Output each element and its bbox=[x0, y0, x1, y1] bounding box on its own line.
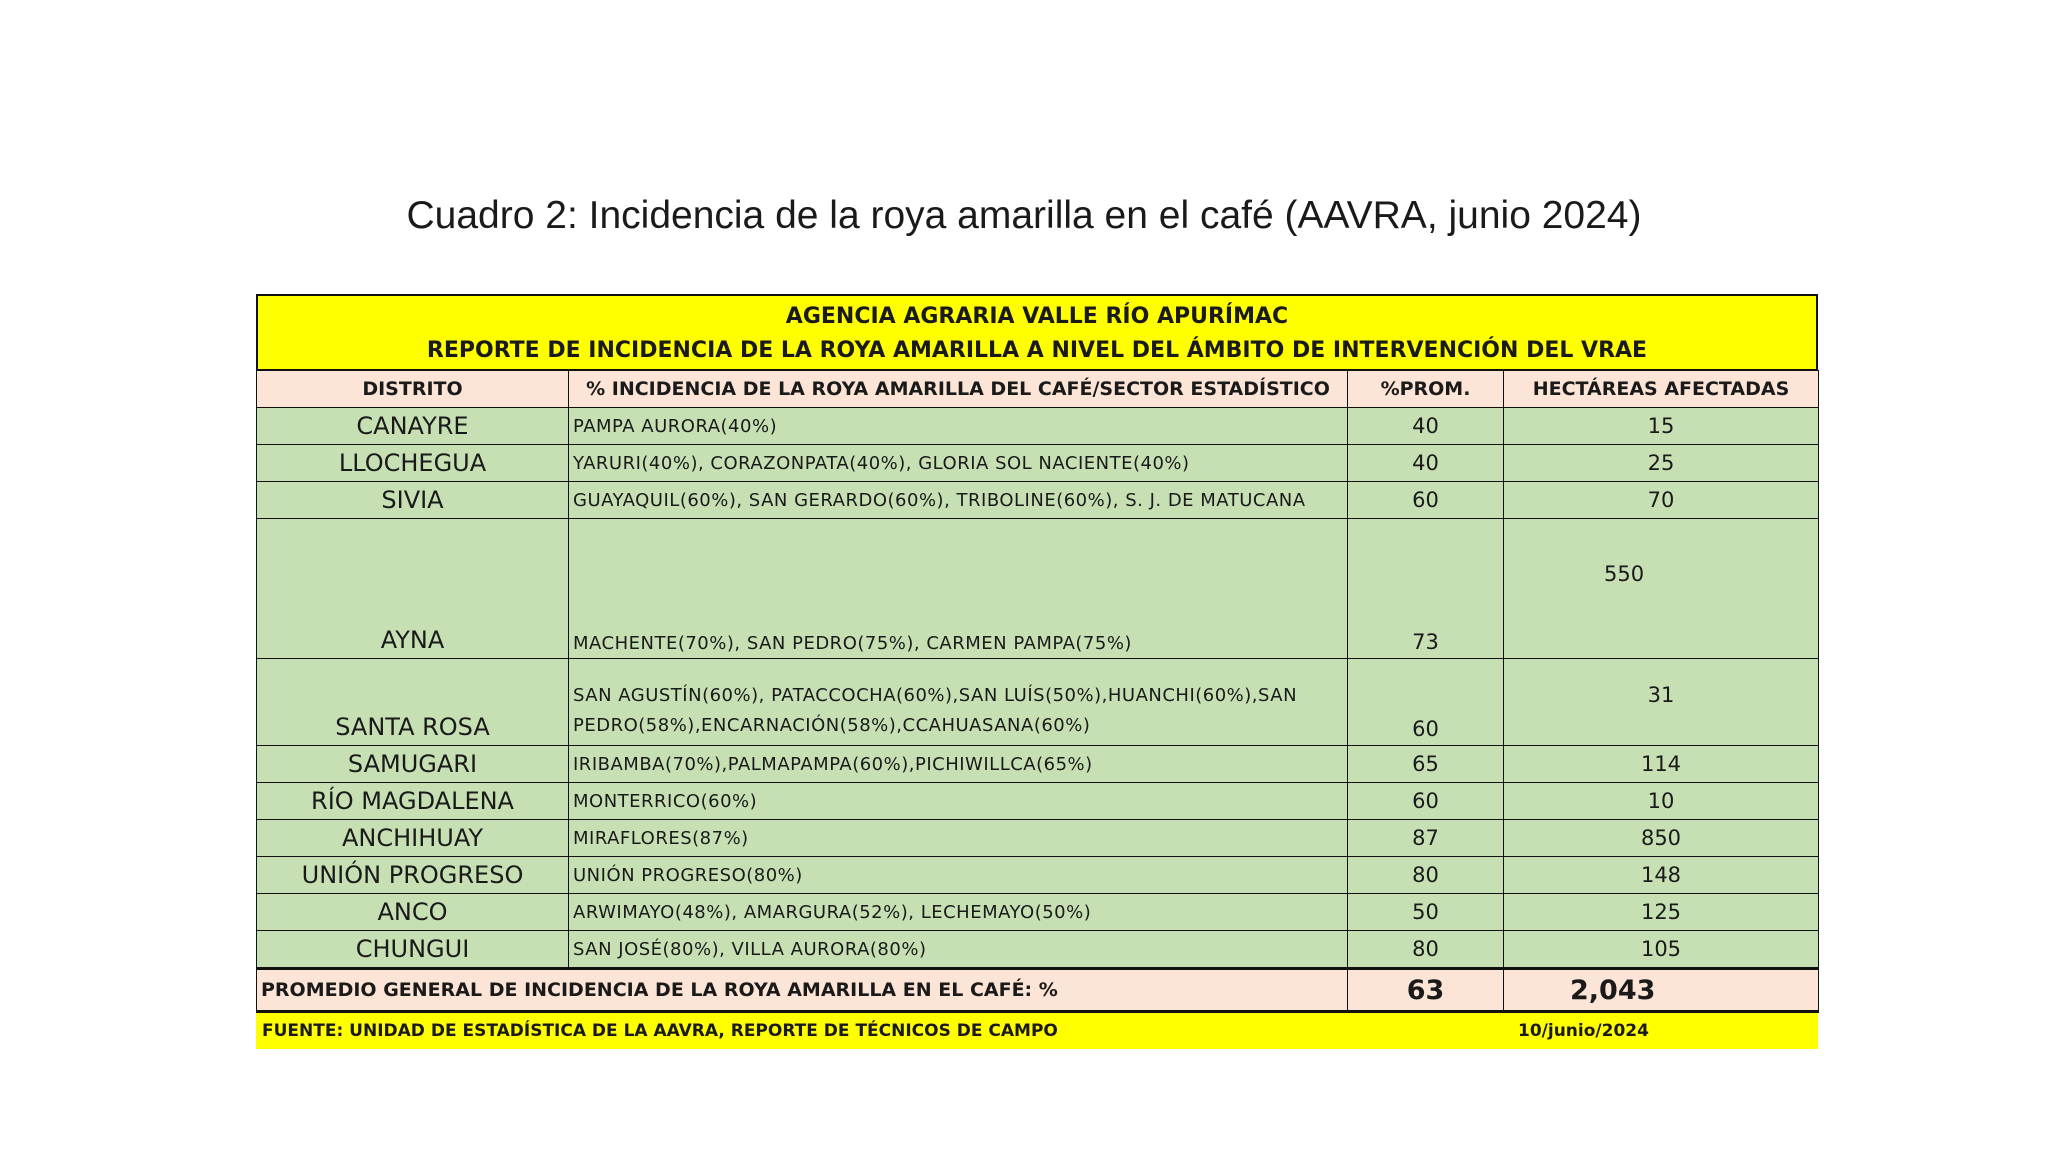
cell-sectores: YARURI(40%), CORAZONPATA(40%), GLORIA SOL NACIENTE(40%) bbox=[569, 445, 1348, 482]
source-note: FUENTE: UNIDAD DE ESTADÍSTICA DE LA AAVRA, REPORTE DE TÉCNICOS DE CAMPO bbox=[262, 1021, 1058, 1041]
cell-distrito: ANCO bbox=[257, 894, 569, 931]
cell-prom: 60 bbox=[1348, 482, 1504, 519]
cell-distrito: SANTA ROSA bbox=[257, 659, 569, 746]
cell-prom: 87 bbox=[1348, 820, 1504, 857]
cell-sectores: SAN AGUSTÍN(60%), PATACCOCHA(60%),SAN LUÍS(50%),HUANCHI(60%),SAN PEDRO(58%),ENCARNACIÓN(58%),CCAHUASANA(60%) bbox=[569, 659, 1348, 746]
cell-sectores: MONTERRICO(60%) bbox=[569, 783, 1348, 820]
cell-distrito: RÍO MAGDALENA bbox=[257, 783, 569, 820]
table-row bbox=[257, 408, 1819, 445]
table-row bbox=[257, 894, 1819, 931]
cell-distrito: AYNA bbox=[257, 519, 569, 659]
cell-prom: 65 bbox=[1348, 746, 1504, 783]
cell-distrito: SAMUGARI bbox=[257, 746, 569, 783]
cell-sectores: SAN JOSÉ(80%), VILLA AURORA(80%) bbox=[569, 931, 1348, 969]
table-row bbox=[257, 857, 1819, 894]
agency-name: AGENCIA AGRARIA VALLE RÍO APURÍMAC bbox=[785, 304, 1289, 329]
cell-prom: 73 bbox=[1348, 519, 1504, 659]
cell-hectareas: 10 bbox=[1504, 783, 1819, 820]
cell-sectores: MACHENTE(70%), SAN PEDRO(75%), CARMEN PAMPA(75%) bbox=[569, 519, 1348, 659]
table-row bbox=[257, 746, 1819, 783]
report-banner bbox=[256, 294, 1818, 370]
table-row bbox=[257, 783, 1819, 820]
cell-prom: 60 bbox=[1348, 783, 1504, 820]
cell-prom: 50 bbox=[1348, 894, 1504, 931]
table-row bbox=[257, 931, 1819, 969]
header-row bbox=[257, 371, 1819, 408]
cell-hectareas: 15 bbox=[1504, 408, 1819, 445]
cell-hectareas: 70 bbox=[1504, 482, 1819, 519]
cell-prom: 80 bbox=[1348, 857, 1504, 894]
source-footer bbox=[256, 1013, 1818, 1049]
table-row bbox=[257, 820, 1819, 857]
data-table bbox=[256, 370, 1819, 1013]
header-sector: % INCIDENCIA DE LA ROYA AMARILLA DEL CAFÉ/SECTOR ESTADÍSTICO bbox=[569, 371, 1348, 408]
cell-distrito: SIVIA bbox=[257, 482, 569, 519]
cell-hectareas: 114 bbox=[1504, 746, 1819, 783]
header-prom: %PROM. bbox=[1348, 371, 1504, 408]
table-row bbox=[257, 482, 1819, 519]
cell-sectores: IRIBAMBA(70%),PALMAPAMPA(60%),PICHIWILLCA(65%) bbox=[569, 746, 1348, 783]
total-label: PROMEDIO GENERAL DE INCIDENCIA DE LA ROYA AMARILLA EN EL CAFÉ: % bbox=[257, 969, 1348, 1012]
cell-distrito: UNIÓN PROGRESO bbox=[257, 857, 569, 894]
table-row bbox=[257, 445, 1819, 482]
cell-sectores: MIRAFLORES(87%) bbox=[569, 820, 1348, 857]
cell-sectores: GUAYAQUIL(60%), SAN GERARDO(60%), TRIBOLINE(60%), S. J. DE MATUCANA bbox=[569, 482, 1348, 519]
document-title: Cuadro 2: Incidencia de la roya amarilla en el café (AAVRA, junio 2024) bbox=[406, 194, 1642, 237]
table-row bbox=[257, 519, 1819, 659]
cell-prom: 40 bbox=[1348, 445, 1504, 482]
total-prom: 63 bbox=[1348, 969, 1504, 1012]
header-hectareas: HECTÁREAS AFECTADAS bbox=[1504, 371, 1819, 408]
cell-distrito: ANCHIHUAY bbox=[257, 820, 569, 857]
cell-distrito: LLOCHEGUA bbox=[257, 445, 569, 482]
cell-prom: 60 bbox=[1348, 659, 1504, 746]
cell-distrito: CANAYRE bbox=[257, 408, 569, 445]
cell-hectareas: 105 bbox=[1504, 931, 1819, 969]
cell-hectareas: 31 bbox=[1504, 659, 1819, 746]
cell-hectareas: 148 bbox=[1504, 857, 1819, 894]
report-title: REPORTE DE INCIDENCIA DE LA ROYA AMARILLA A NIVEL DEL ÁMBITO DE INTERVENCIÓN DEL VRAE bbox=[426, 338, 1648, 363]
cell-sectores: PAMPA AURORA(40%) bbox=[569, 408, 1348, 445]
cell-prom: 80 bbox=[1348, 931, 1504, 969]
cell-sectores: UNIÓN PROGRESO(80%) bbox=[569, 857, 1348, 894]
cell-hectareas: 125 bbox=[1504, 894, 1819, 931]
total-row bbox=[257, 969, 1819, 1012]
cell-distrito: CHUNGUI bbox=[257, 931, 569, 969]
cell-hectareas: 25 bbox=[1504, 445, 1819, 482]
cell-hectareas: 550 bbox=[1504, 519, 1819, 659]
header-distrito: DISTRITO bbox=[257, 371, 569, 408]
cell-prom: 40 bbox=[1348, 408, 1504, 445]
total-hectareas: 2,043 bbox=[1504, 969, 1819, 1012]
report-date: 10/junio/2024 bbox=[1518, 1021, 1649, 1041]
cell-hectareas: 850 bbox=[1504, 820, 1819, 857]
cell-sectores: ARWIMAYO(48%), AMARGURA(52%), LECHEMAYO(50%) bbox=[569, 894, 1348, 931]
table-row bbox=[257, 659, 1819, 746]
incidence-report-table bbox=[256, 294, 1818, 1049]
